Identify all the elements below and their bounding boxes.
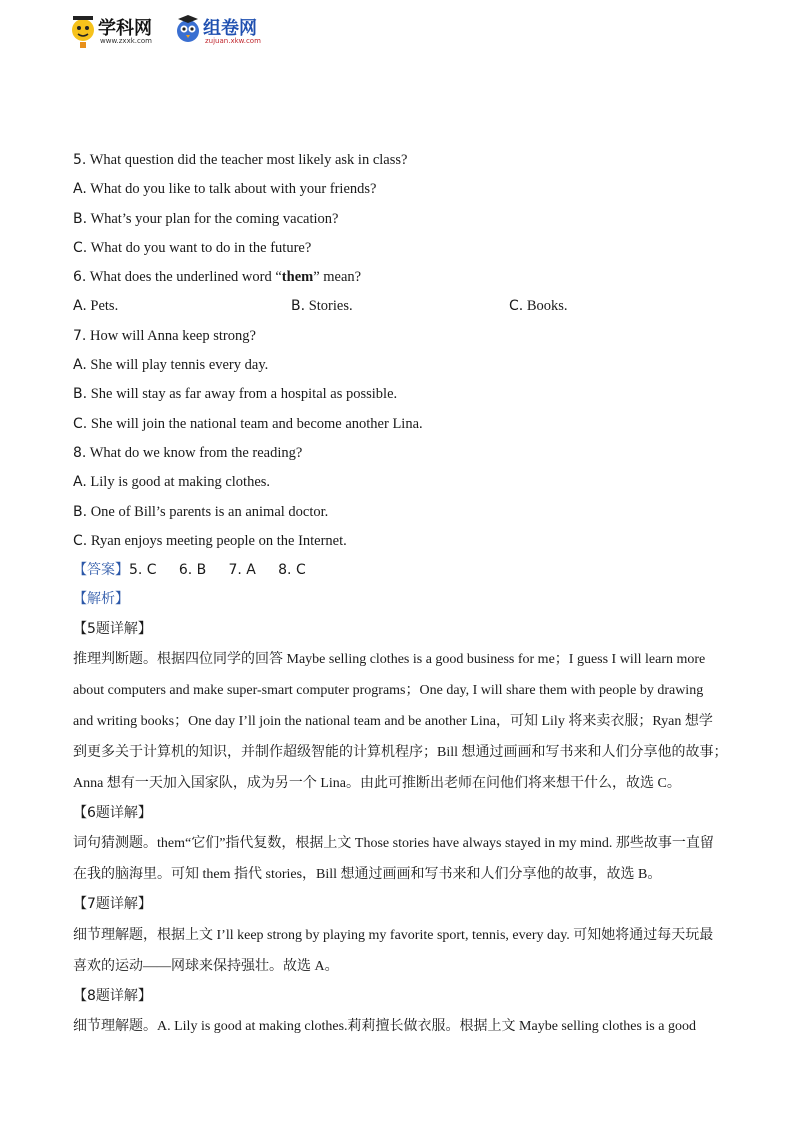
detail-8-title: 【8题详解】 [73, 987, 152, 1004]
answer-tag: 【答案】 [73, 562, 129, 579]
mascot-icon [70, 14, 96, 50]
detail-5-line-2: about computers and make super-smart computer programs；One day, I will share them with people by drawing [73, 683, 704, 699]
owl-mascot-icon [175, 14, 201, 50]
zujuan-logo [175, 12, 275, 52]
analysis-tag-line [73, 585, 733, 614]
question-5-option-b: B. What’s your plan for the coming vacation? [73, 210, 339, 227]
question-7-stem: 7. How will Anna keep strong? [73, 327, 256, 344]
detail-6-line-2: 在我的脑海里。可知 them 指代 stories，Bill 想通过画画和写书来和人们分享他的故事，故选 B。 [73, 867, 662, 883]
zxxk-logo [70, 12, 170, 52]
zxxk-logo-url: www.zxxk.com [100, 37, 152, 45]
detail-5-line-4: 到更多关于计算机的知识，并制作超级智能的计算机程序；Bill 想通过画画和写书来和人们分享他的故事； [73, 745, 728, 761]
question-8-option-b: B. One of Bill’s parents is an animal doctor. [73, 503, 329, 520]
question-6-option-a: A. Pets. [73, 298, 119, 315]
question-5-option-c: C. What do you want to do in the future? [73, 239, 312, 256]
answer-values: 5. C 6. B 7. A 8. C [129, 562, 306, 579]
detail-6-title: 【6题详解】 [73, 805, 152, 822]
question-6-stem: 6. What does the underlined word “them” mean? [73, 269, 362, 286]
zxxk-logo-text: 学科网 [98, 18, 152, 39]
detail-5-line-3: and writing books；One day I’ll join the national team and be another Lina，可知 Lily 将来卖衣服；Ryan 想学 [73, 714, 713, 730]
detail-5-line-5: Anna 想有一天加入国家队，成为另一个 Lina。由此可推断出老师在问他们将来想干什么，故选 C。 [73, 776, 681, 792]
analysis-tag: 【解析】 [73, 591, 129, 608]
question-6-option-c: C. Books. [509, 298, 568, 315]
question-7-option-c: C. She will join the national team and become another Lina. [73, 415, 423, 432]
underlined-word: them [281, 269, 314, 286]
detail-7-title: 【7题详解】 [73, 896, 152, 913]
question-7-option-a: A. She will play tennis every day. [73, 357, 269, 374]
detail-7-line-2: 喜欢的运动——网球来保持强壮。故选 A。 [73, 958, 339, 974]
detail-5-line-1: 推理判断题。根据四位同学的回答 Maybe selling clothes is a good business for me；I guess I will learn more [73, 652, 706, 668]
document-body [73, 146, 733, 1042]
detail-8-line-1: 细节理解题。A. Lily is good at making clothes.莉莉擅长做衣服。根据上文 Maybe selling clothes is a good [73, 1018, 696, 1034]
answer-line [73, 556, 733, 585]
question-7-option-b: B. She will stay as far away from a hospital as possible. [73, 386, 398, 403]
detail-6-line-1: 词句猜测题。them“它们”指代复数，根据上文 Those stories have always stayed in my mind. 那些故事一直留 [73, 836, 714, 852]
zujuan-logo-url: zujuan.xkw.com [205, 37, 261, 45]
detail-7-line-1: 细节理解题，根据上文 I’ll keep strong by playing my favorite sport, tennis, every day. 可知她将通过每天玩最 [73, 927, 714, 943]
question-6-option-b: B. Stories. [291, 298, 353, 315]
question-8-stem: 8. What do we know from the reading? [73, 444, 303, 461]
detail-5-body [73, 644, 733, 799]
question-5-stem: 5. What question did the teacher most likely ask in class? [73, 152, 408, 168]
question-5-option-a: A. What do you like to talk about with your friends? [73, 181, 377, 198]
zujuan-logo-text: 组卷网 [203, 18, 257, 39]
question-6-options [73, 292, 733, 321]
question-8-option-a: A. Lily is good at making clothes. [73, 474, 271, 491]
detail-6-body [73, 828, 733, 890]
question-8-option-c: C. Ryan enjoys meeting people on the Internet. [73, 532, 347, 549]
detail-5-title: 【5题详解】 [73, 620, 152, 637]
detail-7-body [73, 920, 733, 982]
detail-8-body [73, 1011, 733, 1042]
